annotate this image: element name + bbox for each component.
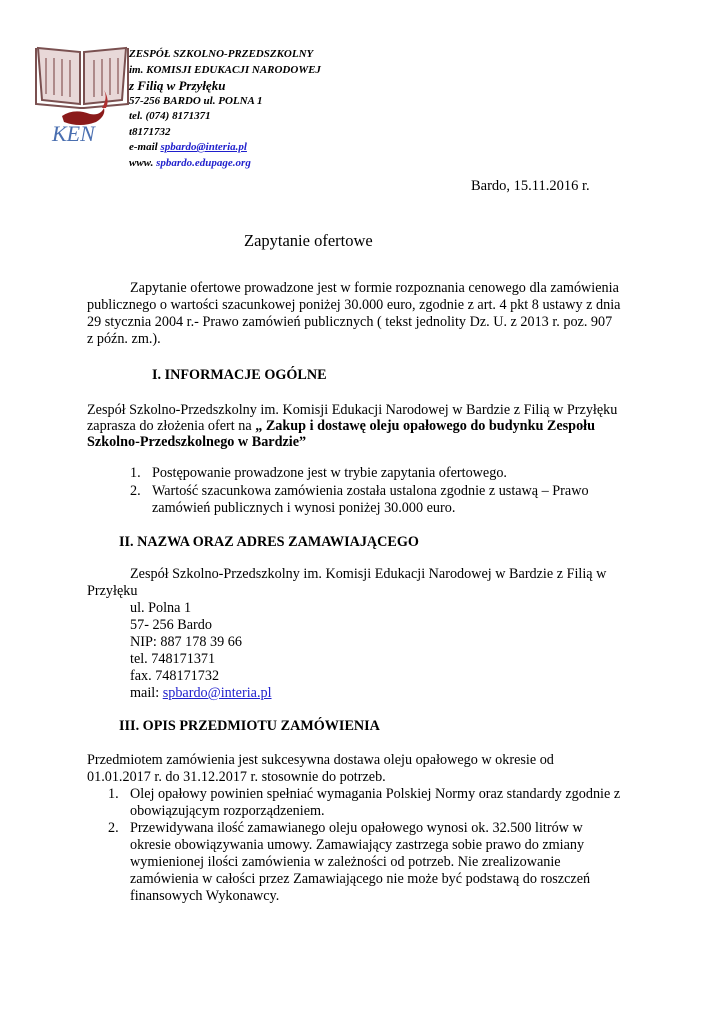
address-line: 57- 256 Bardo: [130, 617, 212, 633]
school-header: [129, 47, 321, 171]
intro-line: publicznego o wartości szacunkowej poniżej 30.000 euro, zgodnie z art. 4 pkt 8 ustawy z dnia: [87, 297, 621, 313]
section1-text: zaprasza do złożenia ofert na „ Zakup i dostawę oleju opałowego do budynku Zespołu: [87, 418, 596, 434]
email-label: e-mail: [129, 141, 158, 153]
header-email-line: [129, 140, 321, 156]
section2-text: Zespół Szkolno-Przedszkolny im. Komisji Edukacji Narodowej w Bardzie z Filią w: [130, 566, 607, 582]
ken-logo: [34, 42, 130, 144]
header-line: im. KOMISJI EDUKACJI NARODOWEJ: [129, 63, 321, 76]
list-text: zamówień publicznych i wynosi poniżej 30.000 euro.: [152, 500, 456, 516]
address-line: fax. 748171732: [130, 668, 220, 684]
section3-text: 01.01.2017 r. do 31.12.2017 r. stosownie do potrzeb.: [87, 769, 386, 785]
list-text: obowiązującym rozporządzeniem.: [130, 803, 325, 819]
intro-line: z późn. zm.).: [87, 331, 161, 347]
intro-line: Zapytanie ofertowe prowadzone jest w formie rozpoznania cenowego dla zamówienia: [130, 280, 619, 296]
list-number: 2.: [130, 483, 141, 499]
section1-text: Szkolno-Przedszkolnego w Bardzie”: [87, 434, 307, 450]
list-text: Postępowanie prowadzone jest w trybie zapytania ofertowego.: [152, 465, 507, 481]
list-text: zamówienia w całości przez Zamawiającego nie może być podstawą do roszczeń: [130, 871, 591, 887]
list-text: Przewidywana ilość zamawianego oleju opałowego wynosi ok. 32.500 litrów w: [130, 820, 583, 836]
section-heading: I. INFORMACJE OGÓLNE: [152, 367, 327, 383]
document-title: Zapytanie ofertowe: [244, 231, 373, 250]
address-mail-line: mail: spbardo@interia.pl: [130, 685, 272, 701]
section2-text: Przyłęku: [87, 583, 138, 599]
intro-line: 29 stycznia 2004 r.- Prawo zamówień publicznych ( tekst jednolity Dz. U. z 2013 r. poz. 907: [87, 314, 613, 330]
list-number: 2.: [108, 820, 119, 836]
list-number: 1.: [108, 786, 119, 802]
address-line: tel. 748171371: [130, 651, 216, 667]
section-heading: III. OPIS PRZEDMIOTU ZAMÓWIENIA: [119, 718, 380, 734]
header-www-link[interactable]: spbardo.edupage.org: [156, 156, 251, 169]
list-text: Olej opałowy powinien spełniać wymagania Polskiej Normy oraz standardy zgodnie z: [130, 786, 621, 802]
address-line: NIP: 887 178 39 66: [130, 634, 242, 650]
address-line: ul. Polna 1: [130, 600, 192, 616]
mail-link[interactable]: spbardo@interia.pl: [162, 685, 272, 701]
document-date: Bardo, 15.11.2016 r.: [471, 178, 590, 194]
header-email-link[interactable]: spbardo@interia.pl: [160, 141, 247, 153]
list-number: 1.: [130, 465, 141, 481]
header-line: ZESPÓŁ SZKOLNO-PRZEDSZKOLNY: [129, 48, 314, 60]
section3-text: Przedmiotem zamówienia jest sukcesywna dostawa oleju opałowego w okresie od: [87, 752, 554, 768]
www-label: www.: [129, 156, 154, 169]
header-line: 57-256 BARDO ul. POLNA 1: [129, 94, 263, 107]
list-text: okresie obowiązywania umowy. Zamawiający zastrzega sobie prawo do zmiany: [130, 837, 585, 853]
header-line: z Filią w Przyłęku: [129, 78, 226, 93]
header-www-line: [129, 156, 321, 172]
list-text: Wartość szacunkowa zamówienia została ustalona zgodnie z ustawą – Prawo: [152, 483, 589, 499]
section1-text: Zespół Szkolno-Przedszkolny im. Komisji Edukacji Narodowej w Bardzie z Filią w Przyłęku: [87, 402, 618, 418]
list-text: wymienionej ilości zamówienia w zależności od potrzeb. Nie zrealizowanie: [130, 854, 561, 870]
list-text: finansowych Wykonawcy.: [130, 888, 280, 904]
header-line: tel. (074) 8171371: [129, 110, 211, 122]
svg-text:KEN: KEN: [52, 121, 95, 144]
header-line: t8171732: [129, 125, 171, 138]
section-heading: II. NAZWA ORAZ ADRES ZAMAWIAJĄCEGO: [119, 534, 419, 550]
